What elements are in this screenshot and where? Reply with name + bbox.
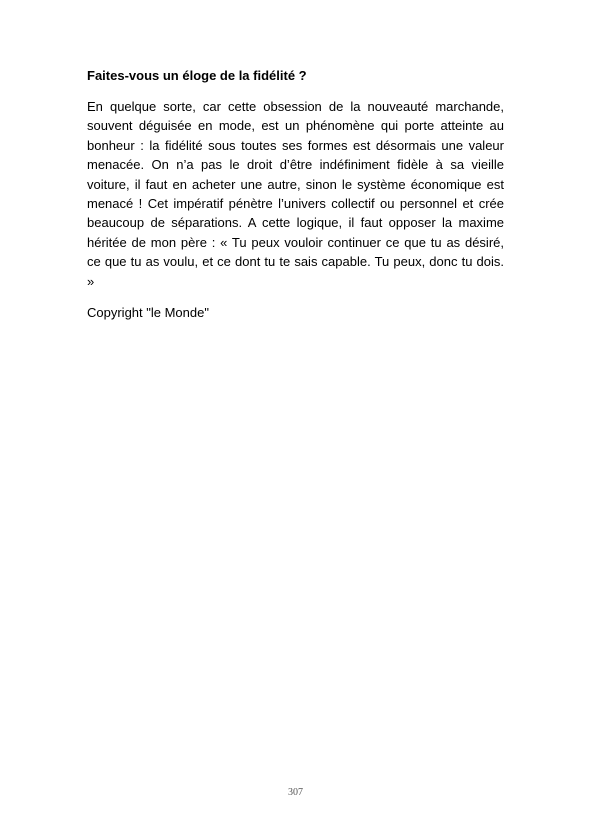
answer-paragraph: En quelque sorte, car cette obsession de la nouveauté marchande, souvent déguisée en mode, est un phénomène qui porte atteinte au bonheur : la fidélité sous toutes ses formes est désormais une valeur menacée. On n’a pas le droit d’être indéfiniment fidèle à sa vieille voiture, il faut en acheter une autre, sinon le système économique est menacé ! Cet impératif pénètre l’univers collectif ou personnel et crée beaucoup de séparations. A cette logique, il faut opposer la maxime héritée de mon père : « Tu peux vouloir continuer ce que tu as désiré, ce que tu as voulu, et ce dont tu te sais capable. Tu peux, donc tu dois. » xyxy=(87,99,504,289)
document-body xyxy=(87,66,504,322)
section-heading: Faites-vous un éloge de la fidélité ? xyxy=(87,68,307,83)
copyright-notice: Copyright "le Monde" xyxy=(87,305,209,321)
page-number: 307 xyxy=(288,787,303,798)
